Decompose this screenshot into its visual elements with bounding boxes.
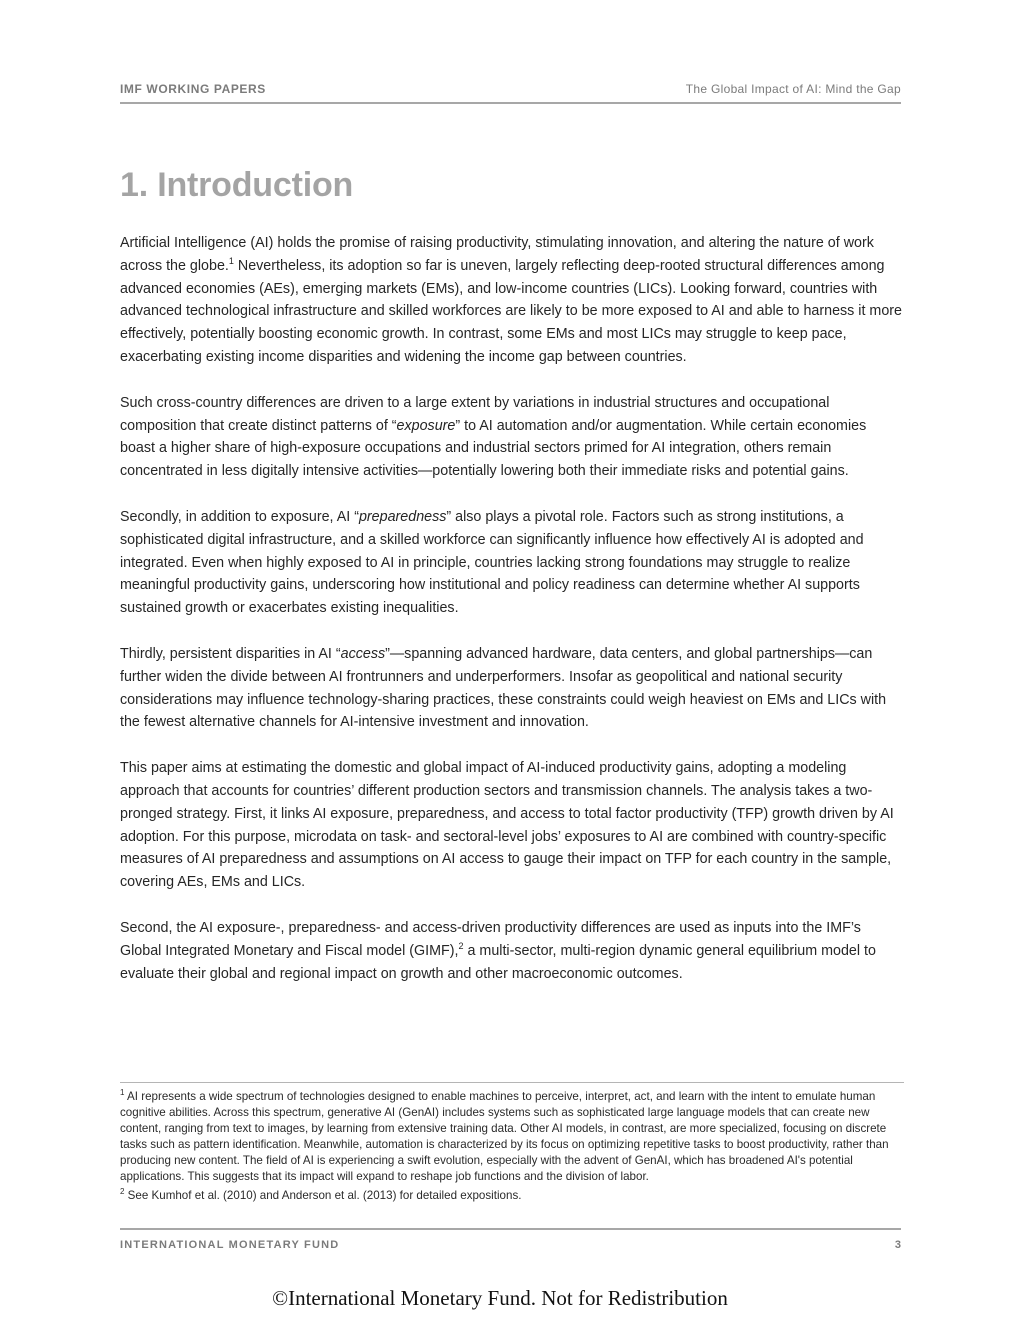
footnote-2: $^2$ See Kumhof et al. (2010) and Anderson et al. (2013) for detailed expositions. [120, 1187, 522, 1202]
paragraph-5: This paper aims at estimating the domestic and global impact of AI-induced productivity gains, adopting a modeling approach that accounts for countries’ different production sectors and transmission channels. The analysis takes a two-pronged strategy. First, it links AI exposure, preparedness, and access to total factor productivity (TFP) growth driven by AI adoption. For this purpose, microdata on task- and sectoral-level jobs’ exposures to AI are combined with country-specific measures of AI preparedness and assumptions on AI access to gauge their impact on TFP for each country in the sample, covering AEs, EMs and LICs. [120, 760, 894, 891]
footnotes [120, 1082, 904, 1207]
series-name: IMF WORKING PAPERS [120, 82, 266, 96]
paragraph-6: Second, the AI exposure-, preparedness- and access-driven productivity differences are used as inputs into the IMF’s Global Integrated Monetary and Fiscal model (GIMF),$^2$ a multi-sector, multi-region dynamic general equilibrium model to evaluate their global and regional impact on growth and other macroeconomic outcomes. [120, 919, 876, 982]
paragraph-2: Such cross-country differences are driven to a large extent by variations in industrial structures and occupational composition that create distinct patterns of “exposure” to AI automation and/or augmentation. While certain economies boast a higher share of high-exposure occupations and industrial sectors primed for AI integration, others remain concentrated in less digitally intensive activities—potentially lowering both their immediate risks and potential gains. [120, 394, 867, 480]
footnote-ref-2[interactable]: 2 [458, 940, 464, 951]
publisher-name: INTERNATIONAL MONETARY FUND [120, 1239, 340, 1251]
paper-title: The Global Impact of AI: Mind the Gap [685, 82, 901, 96]
paragraph-4: Thirdly, persistent disparities in AI “access”—spanning advanced hardware, data centers, and global partnerships—can further widen the divide between AI frontrunners and underperformers. Insofar as geopolitical and national security considerations may influence technology-sharing practices, these constraints could weigh heaviest on EMs and LICs with the fewest alternative channels for AI-intensive investment and innovation. [120, 645, 887, 731]
page-number: 3 [894, 1239, 901, 1251]
footnote-ref-1[interactable]: 1 [228, 256, 234, 267]
running-footer [120, 1228, 901, 1251]
body-text [120, 232, 902, 1008]
footnote-1: $^1$ AI represents a wide spectrum of technologies designed to enable machines to perceive, interpret, act, and learn with the intent to emulate human cognitive abilities. Across this spectrum, generative AI (GenAI) includes systems such as sophisticated large language models that can create new content, ranging from text to images, by learning from extensive training data. Other AI models, in contrast, are more specialized, focusing on discrete tasks such as pattern identification. Meanwhile, automation is characterized by its focus on optimizing repetitive tasks to boost productivity, rather than producing new content. The field of AI is experiencing a swift evolution, especially with the advent of GenAI, which has broadened AI's potential applications. This suggests that its impact will expand to reshape job functions and the division of labor. [120, 1088, 889, 1183]
paragraph-3: Secondly, in addition to exposure, AI “preparedness” also plays a pivotal role. Factors such as strong institutions, a sophisticated digital infrastructure, and a skilled workforce can significantly influence how effectively AI is adopted and integrated. Even when highly exposed to AI in principle, countries lacking strong foundations may struggle to realize meaningful productivity gains, underscoring how institutional and policy readiness can determine whether AI supports sustained growth or exacerbates existing inequalities. [120, 508, 864, 617]
running-header [120, 82, 901, 104]
paragraph-1: Artificial Intelligence (AI) holds the promise of raising productivity, stimulating innovation, and altering the nature of work across the globe.$^1$ Nevertheless, its adoption so far is uneven, largely reflecting deep-rooted structural differences among advanced economies (AEs), emerging markets (EMs), and low-income countries (LICs). Looking forward, countries with advanced technological infrastructure and skilled workforces are likely to be more exposed to AI and able to harness it more effectively, potentially boosting economic growth. In contrast, some EMs and most LICs may struggle to keep pace, exacerbating existing income disparities and widening the income gap between countries. [120, 235, 902, 365]
copyright-notice: ©International Monetary Fund. Not for Redistribution [272, 1286, 728, 1310]
section-title: 1. Introduction [120, 166, 354, 204]
